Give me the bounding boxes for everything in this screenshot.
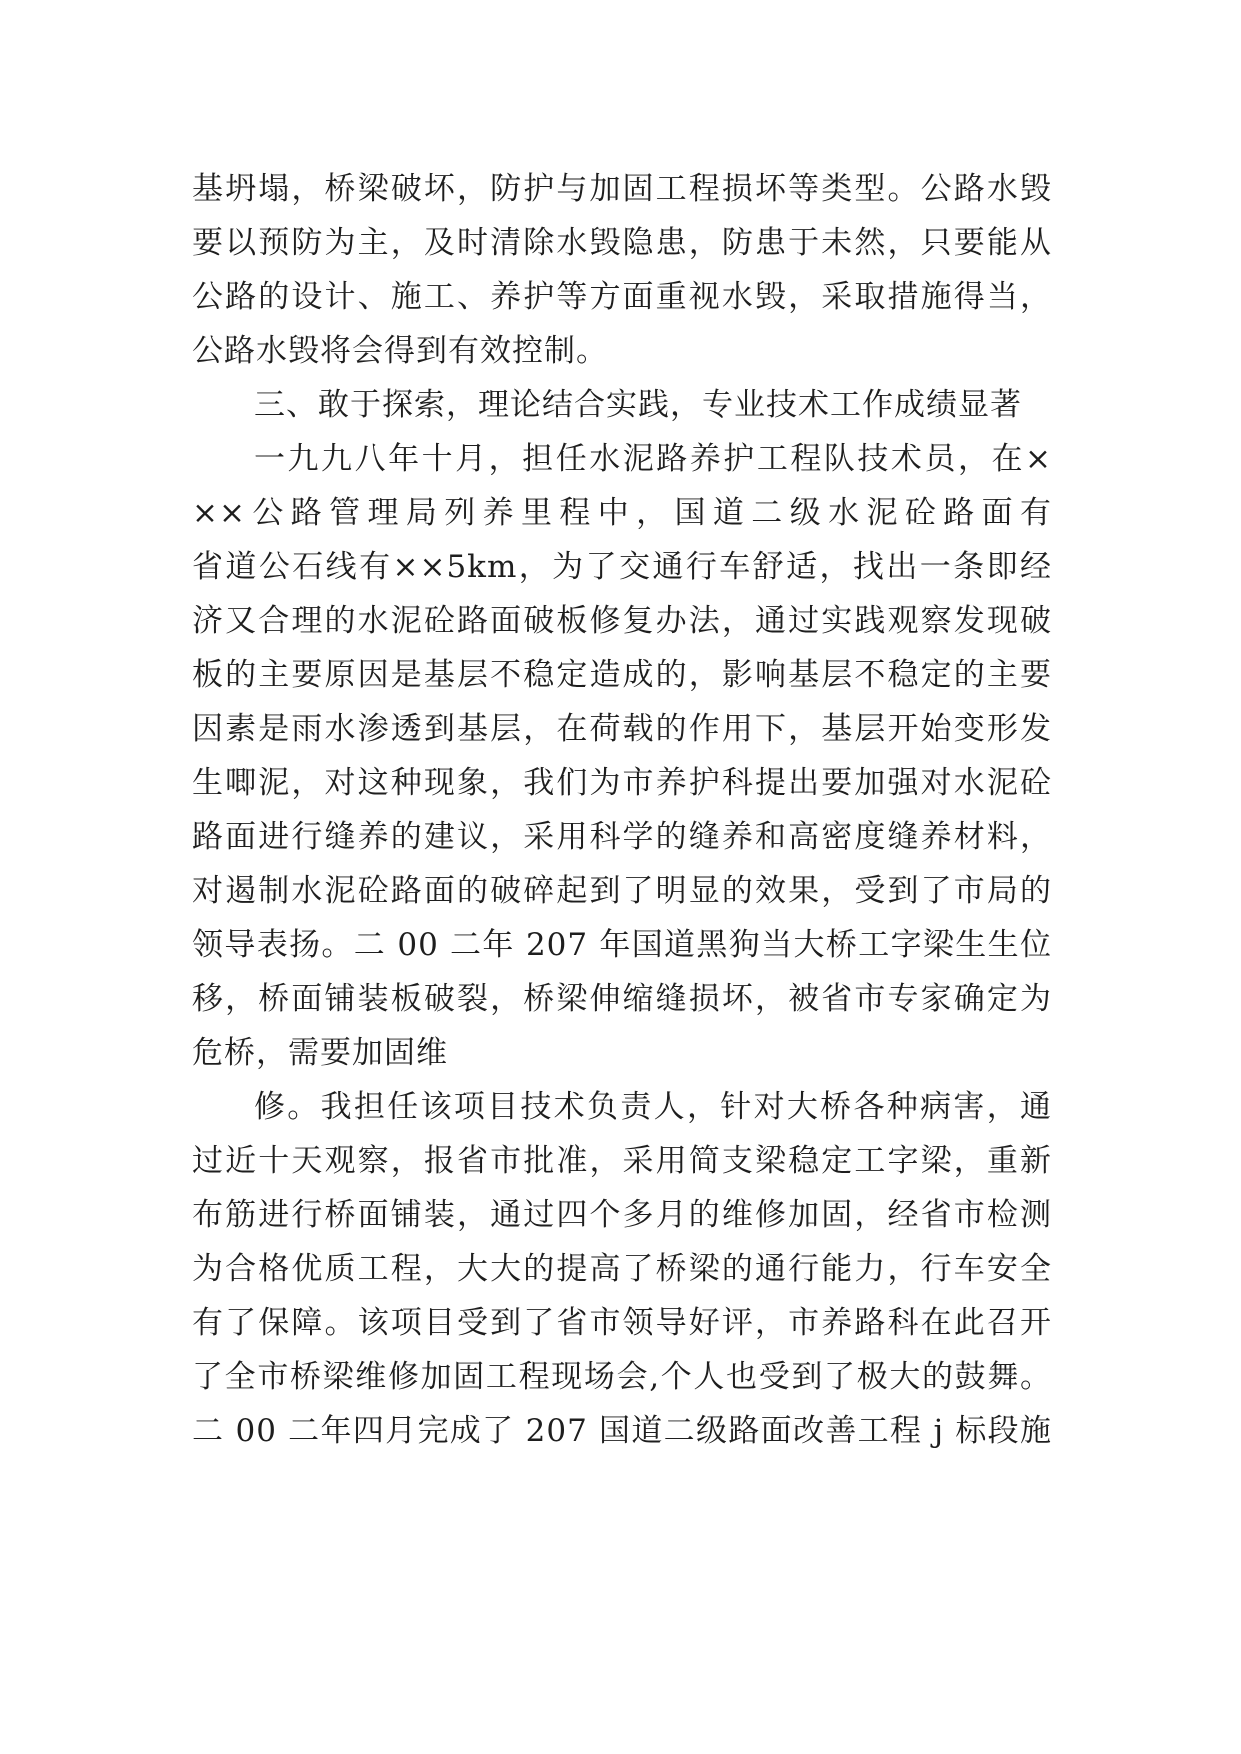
text-line: 板的主要原因是基层不稳定造成的，影响基层不稳定的主要: [192, 657, 1052, 693]
text-line: 修。我担任该项目技术负责人，针对大桥各种病害，通: [254, 1089, 1052, 1125]
text-line: 因素是雨水渗透到基层，在荷载的作用下，基层开始变形发: [192, 711, 1052, 747]
text-line: 二 00 二年四月完成了 207 国道二级路面改善工程 j 标段施: [192, 1413, 1052, 1449]
text-line: 布筋进行桥面铺装，通过四个多月的维修加固，经省市检测: [192, 1197, 1052, 1233]
text-line: 为合格优质工程，大大的提高了桥梁的通行能力，行车安全: [192, 1251, 1052, 1287]
text-line: 路面进行缝养的建议，采用科学的缝养和高密度缝养材料，: [192, 819, 1052, 855]
text-line: 公路水毁将会得到有效控制。: [192, 333, 608, 369]
text-line: 领导表扬。二 00 二年 207 年国道黑狗当大桥工字梁生生位: [192, 927, 1052, 963]
text-line: 有了保障。该项目受到了省市领导好评，市养路科在此召开: [192, 1305, 1052, 1341]
section-heading: 三、敢于探索，理论结合实践，专业技术工作成绩显著: [254, 387, 1022, 423]
text-line: 基坍塌，桥梁破坏，防护与加固工程损坏等类型。公路水毁: [192, 171, 1052, 207]
document-body: [192, 162, 1052, 1458]
text-line: 济又合理的水泥砼路面破板修复办法，通过实践观察发现破: [192, 603, 1052, 639]
text-line: 过近十天观察，报省市批准，采用简支梁稳定工字梁，重新: [192, 1143, 1052, 1179]
text-line: 了全市桥梁维修加固工程现场会,个人也受到了极大的鼓舞。: [192, 1359, 1052, 1395]
text-line: 省道公石线有××5km，为了交通行车舒适，找出一条即经: [192, 549, 1052, 585]
text-line: 公路的设计、施工、养护等方面重视水毁，采取措施得当，: [192, 279, 1052, 315]
text-line: ××公路管理局列养里程中，国道二级水泥砼路面有: [192, 495, 1052, 531]
text-line: 对遏制水泥砼路面的破碎起到了明显的效果，受到了市局的: [192, 873, 1052, 909]
text-line: 危桥，需要加固维: [192, 1035, 448, 1071]
text-line: 要以预防为主，及时清除水毁隐患，防患于未然，只要能从: [192, 225, 1052, 261]
text-line: 一九九八年十月，担任水泥路养护工程队技术员，在×: [254, 441, 1052, 477]
text-line: 生唧泥，对这种现象，我们为市养护科提出要加强对水泥砼: [192, 765, 1052, 801]
text-line: 移，桥面铺装板破裂，桥梁伸缩缝损坏，被省市专家确定为: [192, 981, 1052, 1017]
